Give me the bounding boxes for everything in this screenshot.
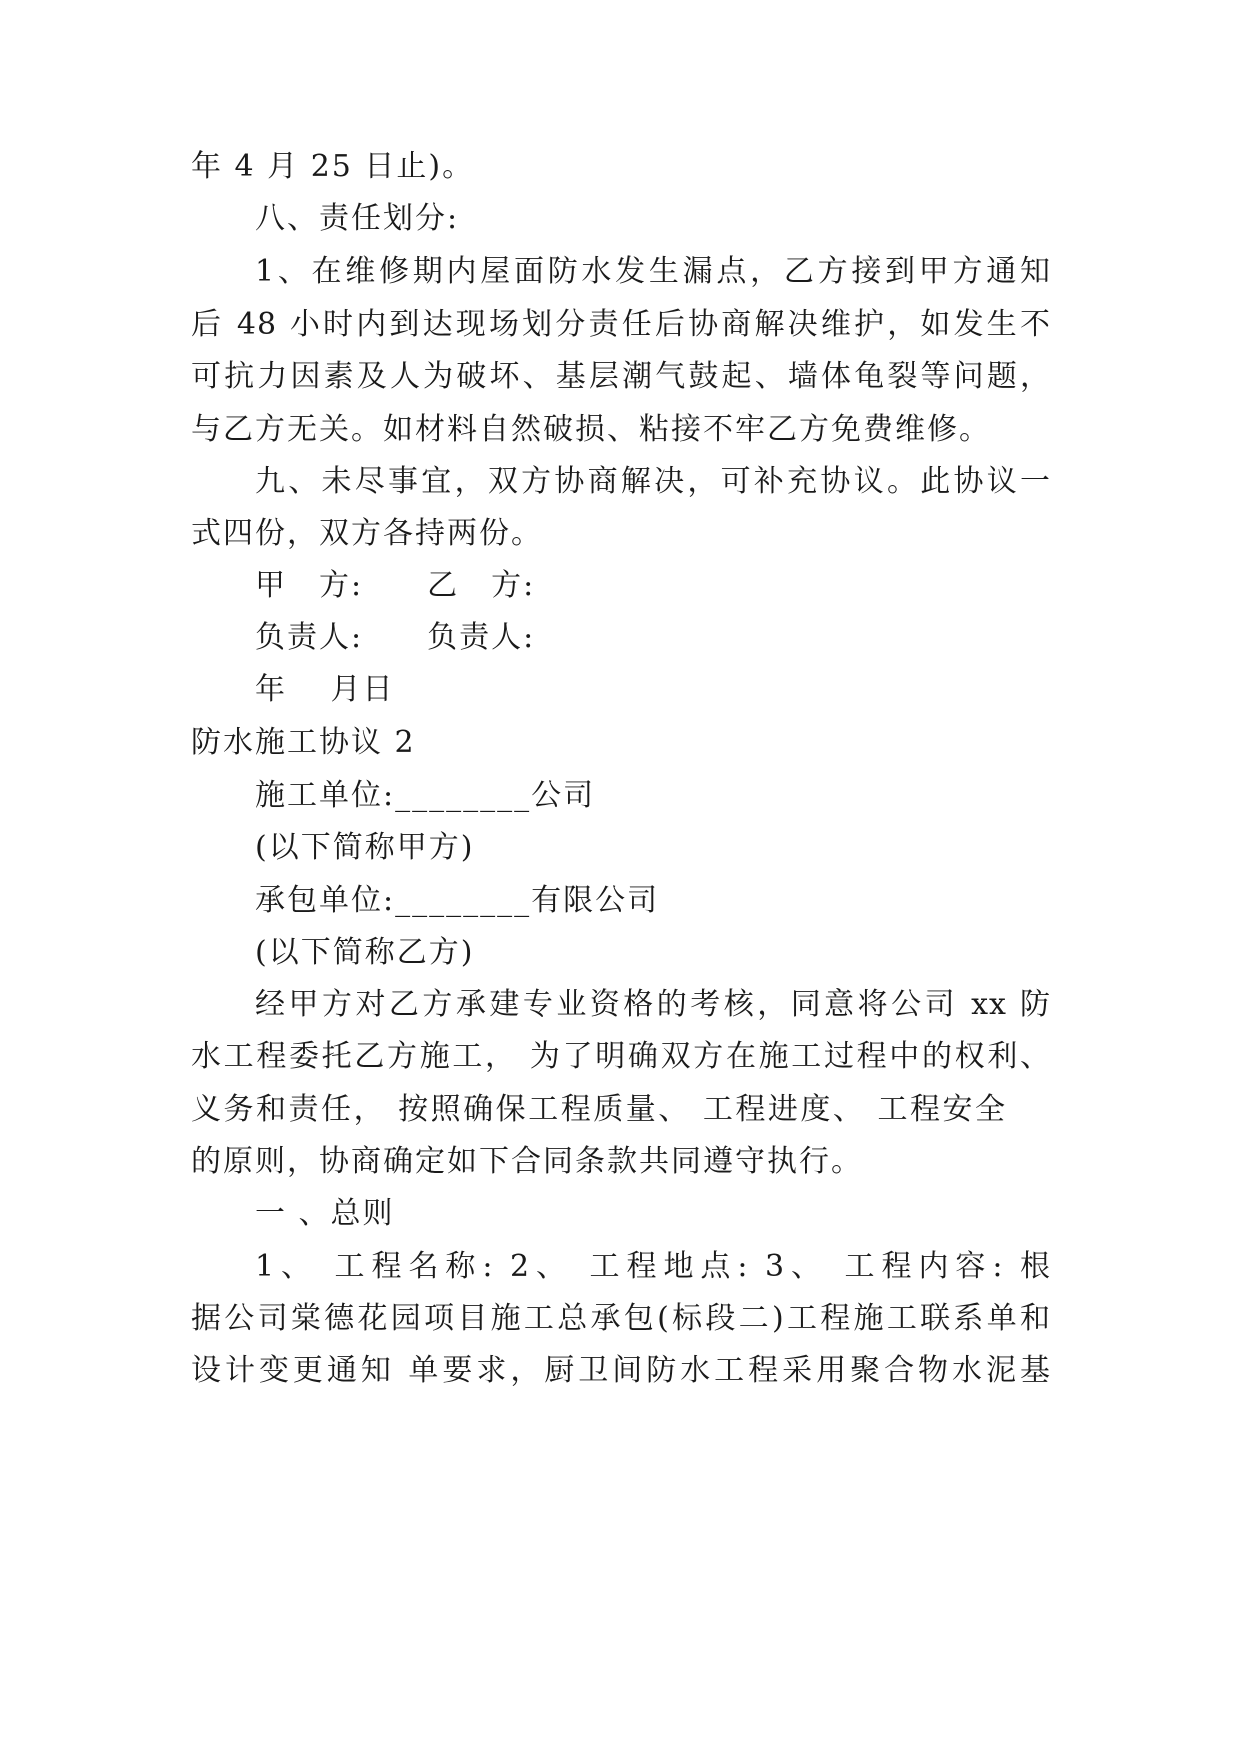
- document-title: 防水施工协议 2: [191, 725, 416, 760]
- text-line: 可抗力因素及人为破坏、基层潮气鼓起、墙体龟裂等问题，: [191, 359, 1051, 394]
- text-line: 经甲方对乙方承建专业资格的考核，同意将公司 xx 防: [255, 987, 1051, 1022]
- text-line: 据公司棠德花园项目施工总承包(标段二)工程施工联系单和: [191, 1301, 1051, 1336]
- signature-date: 年 月日: [255, 672, 395, 707]
- text-line: 式四份，双方各持两份。: [191, 516, 543, 551]
- text-line: 与乙方无关。如材料自然破损、粘接不牢乙方免费维修。: [191, 412, 991, 447]
- text-line: 年 4 月 25 日止)。: [191, 149, 475, 184]
- signature-responsible: 负责人: 负责人:: [255, 620, 536, 655]
- text-line: 1、 工程名称: 2、 工程地点: 3、 工程内容: 根: [255, 1249, 1051, 1284]
- text-line: 1、在维修期内屋面防水发生漏点，乙方接到甲方通知: [255, 254, 1051, 289]
- contractor-line: 施工单位:________公司: [255, 778, 596, 813]
- text-line: 水工程委托乙方施工， 为了明确双方在施工过程中的权利、: [191, 1039, 1051, 1074]
- section-heading-8: 八、责任划分:: [255, 201, 460, 236]
- text-line: 义务和责任， 按照确保工程质量、 工程进度、 工程安全: [191, 1092, 1006, 1127]
- subcontractor-line: 承包单位:________有限公司: [255, 883, 660, 918]
- section-heading-general: 一 、总则: [255, 1196, 395, 1231]
- section-heading-9: 九、未尽事宜，双方协商解决，可补充协议。此协议一: [255, 464, 1051, 499]
- text-line: 的原则，协商确定如下合同条款共同遵守执行。: [191, 1144, 863, 1179]
- text-line: 设计变更通知 单要求，厨卫间防水工程采用聚合物水泥基: [191, 1353, 1051, 1388]
- text-line: 后 48 小时内到达现场划分责任后协商解决维护，如发生不: [191, 307, 1051, 342]
- signature-parties: 甲 方: 乙 方:: [255, 568, 536, 603]
- party-b-note: (以下简称乙方): [255, 935, 475, 970]
- party-a-note: (以下简称甲方): [255, 830, 475, 865]
